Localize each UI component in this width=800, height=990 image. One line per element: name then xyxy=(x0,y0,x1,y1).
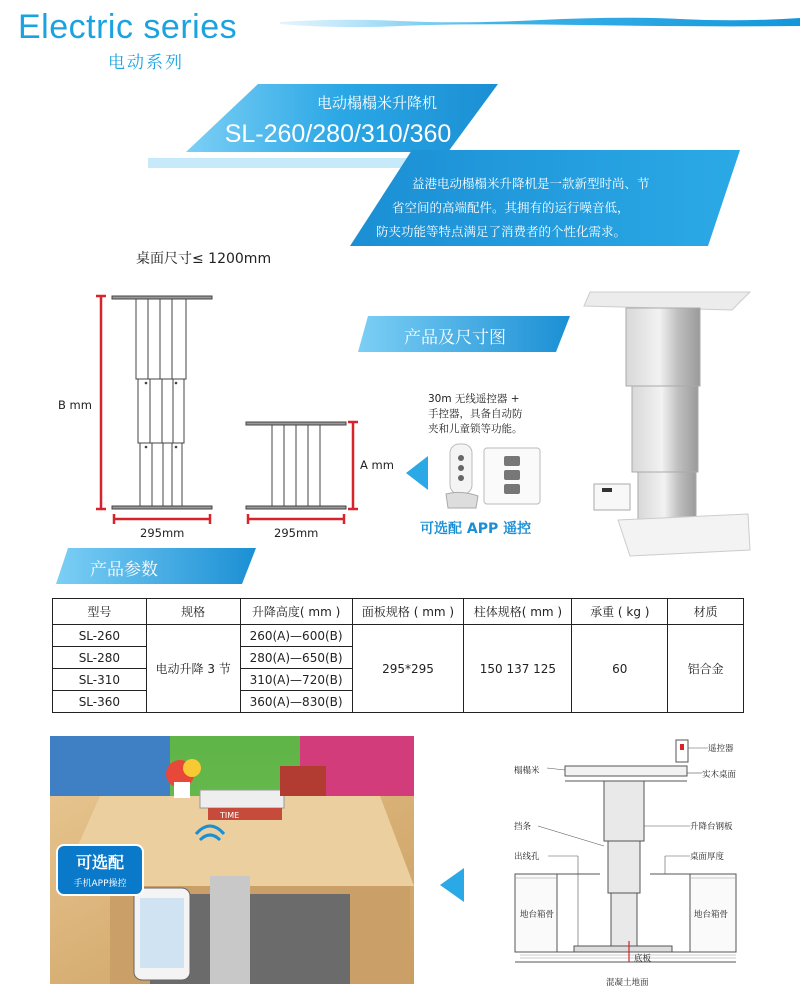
header-material: 材质 xyxy=(668,599,744,625)
remote-description: 30m 无线遥控器 + 手控器，具备自动防 夹和儿童锁等功能。 xyxy=(428,393,523,435)
a-dimension-label: A mm xyxy=(360,458,394,472)
label-outlet: 出线孔 xyxy=(514,852,540,862)
badge-title: 可选配 xyxy=(75,853,124,872)
app-control-label: 可选配 APP 遥控 xyxy=(420,521,532,537)
product-model: SL-260/280/310/360 xyxy=(224,120,452,148)
spec-cell: 电动升降 3 节 xyxy=(146,625,240,713)
width-label-right: 295mm xyxy=(274,526,319,540)
label-remote: 遥控器 xyxy=(708,744,734,754)
label-keel-left: 地台箱骨 xyxy=(520,910,555,920)
page-subtitle: 电动系列 xyxy=(108,53,184,73)
optional-badge xyxy=(56,844,144,896)
model-cell: SL-310 xyxy=(53,669,147,691)
header-panel: 面板规格 ( mm ) xyxy=(352,599,464,625)
book-text: TIME xyxy=(220,811,240,820)
label-thickness: 桌面厚度 xyxy=(690,852,725,862)
dimension-drawing xyxy=(90,286,380,536)
table-row xyxy=(53,625,744,647)
header-model: 型号 xyxy=(53,599,147,625)
header-spec: 规格 xyxy=(146,599,240,625)
column-cell: 150 137 125 xyxy=(464,625,572,713)
header-column: 柱体规格( mm ) xyxy=(464,599,572,625)
description-line-2: 省空间的高端配件。其拥有的运行噪音低， xyxy=(392,200,630,215)
b-dimension-label: B mm xyxy=(58,398,92,412)
material-cell: 铝合金 xyxy=(668,625,744,713)
product-name: 电动榻榻米升降机 xyxy=(316,94,437,112)
wall-switch-icon xyxy=(480,444,546,508)
arrow-left-icon xyxy=(406,456,428,490)
parameters-table xyxy=(52,598,744,713)
header-load: 承重 ( kg ) xyxy=(572,599,668,625)
panel-cell: 295*295 xyxy=(352,625,464,713)
width-label-left: 295mm xyxy=(140,526,185,540)
model-cell: SL-260 xyxy=(53,625,147,647)
description-line-1: 益港电动榻榻米升降机是一款新型时尚、节 xyxy=(412,176,650,191)
label-plate: 升降台钢板 xyxy=(690,822,733,832)
label-ground: 混凝土地面 xyxy=(606,978,649,988)
section-product-title: 产品及尺寸图 xyxy=(404,328,506,348)
brush-stroke-decoration xyxy=(280,14,800,28)
page-title: Electric series xyxy=(18,8,238,46)
header-height: 升降高度( mm ) xyxy=(240,599,352,625)
table-size-limit: 桌面尺寸≤ 1200mm xyxy=(136,251,272,267)
label-stopper: 挡条 xyxy=(514,822,532,832)
label-tatami: 榻榻米 xyxy=(514,766,540,776)
height-cell: 310(A)—720(B) xyxy=(240,669,352,691)
section-params-title: 产品参数 xyxy=(90,560,158,580)
height-cell: 280(A)—650(B) xyxy=(240,647,352,669)
model-cell: SL-280 xyxy=(53,647,147,669)
table-header-row xyxy=(53,599,744,625)
label-base: 底板 xyxy=(634,954,652,964)
height-cell: 360(A)—830(B) xyxy=(240,691,352,713)
badge-subtitle: 手机APP操控 xyxy=(73,879,127,889)
description-line-3: 防夹功能等特点满足了消费者的个性化需求。 xyxy=(376,224,627,239)
label-solid-wood: 实木桌面 xyxy=(702,770,737,780)
handheld-remote-icon xyxy=(442,442,482,510)
height-cell: 260(A)—600(B) xyxy=(240,625,352,647)
model-cell: SL-360 xyxy=(53,691,147,713)
label-keel-right: 地台箱骨 xyxy=(694,910,729,920)
arrow-left-icon xyxy=(440,868,464,902)
product-render xyxy=(582,288,752,560)
load-cell: 60 xyxy=(572,625,668,713)
